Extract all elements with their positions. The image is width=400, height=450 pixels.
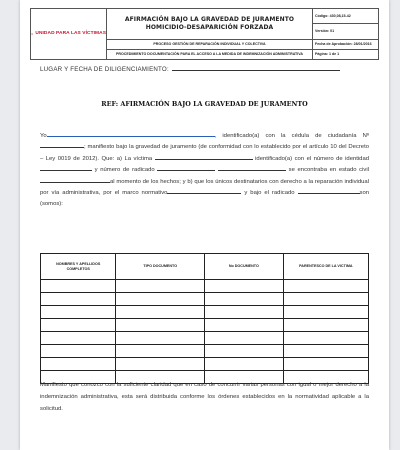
table-cell[interactable]	[41, 358, 116, 371]
filing-number-field[interactable]	[298, 189, 360, 194]
table-cell[interactable]	[283, 345, 368, 358]
table-cell[interactable]	[283, 332, 368, 345]
procedure-name: PROCEDIMIENTO DOCUMENTACIÓN PARA EL ACCESO A LA MEDIDA DE INDEMNIZACIÓN ADMINISTRATIVA	[107, 49, 313, 59]
table-cell[interactable]	[204, 358, 283, 371]
text-segment: Yo	[40, 133, 47, 139]
civil-status-field[interactable]	[40, 178, 110, 183]
process-name: PROCESO GESTIÓN DE REPARACIÓN INDIVIDUAL Y COLECTIVA	[107, 39, 313, 49]
table-cell[interactable]	[204, 293, 283, 306]
colombia-seal-icon	[31, 28, 33, 40]
text-segment: al momento de los hechos;	[110, 178, 181, 185]
page-number: Página: 1 de 1	[313, 49, 379, 59]
table-cell[interactable]	[204, 280, 283, 293]
table-row	[41, 280, 369, 293]
victim-id-field[interactable]	[40, 166, 92, 171]
victim-name-field[interactable]	[155, 155, 253, 160]
declarant-name-field[interactable]	[47, 132, 215, 137]
table-cell[interactable]	[204, 332, 283, 345]
table-cell[interactable]	[41, 280, 116, 293]
document-title: AFIRMACIÓN BAJO LA GRAVEDAD DE JURAMENTO HOMICIDIO-DESAPARICIÓN FORZADA	[107, 9, 313, 40]
table-cell[interactable]	[204, 345, 283, 358]
table-row	[41, 293, 369, 306]
table-cell[interactable]	[204, 319, 283, 332]
document-version: Versión: 01	[313, 24, 379, 39]
table-cell[interactable]	[41, 319, 116, 332]
table-cell[interactable]	[283, 280, 368, 293]
legal-framework-field[interactable]	[167, 189, 241, 194]
table-row	[41, 358, 369, 371]
text-segment: son (somos):	[40, 190, 369, 208]
table-header-row	[41, 254, 369, 280]
logo-cell	[31, 9, 107, 60]
table-cell[interactable]	[41, 293, 116, 306]
table-cell[interactable]	[116, 345, 205, 358]
table-cell[interactable]	[283, 319, 368, 332]
declarant-id-field[interactable]	[40, 143, 84, 148]
table-cell[interactable]	[41, 345, 116, 358]
text-segment: se encontraba en estado civil	[288, 167, 369, 174]
table-cell[interactable]	[116, 332, 205, 345]
table-row	[41, 319, 369, 332]
table-row	[41, 332, 369, 345]
text-segment: y bajo el radicado	[244, 190, 295, 197]
table-cell[interactable]	[116, 280, 205, 293]
table-cell[interactable]	[116, 358, 205, 371]
text-segment: Nº	[362, 133, 370, 139]
table-row	[41, 306, 369, 319]
document-header	[30, 8, 379, 60]
column-header-names: NOMBRES Y APELLIDOS COMPLETOS	[41, 254, 116, 280]
table-cell[interactable]	[116, 306, 205, 319]
closing-paragraph: Manifiesto que conozco con la suficiente claridad que en caso de concurrir varias personas con igual o mejor derecho a la indemnización administrativa, esta será distribuida conforme los órdenes establecidos en la normatividad aplicable a la solicitud.	[40, 382, 369, 412]
column-header-doc-type: TIPO DOCUMENTO	[116, 254, 205, 280]
text-segment: identificado(a) con el número de identidad	[255, 155, 370, 162]
table-cell[interactable]	[116, 293, 205, 306]
table-cell[interactable]	[41, 332, 116, 345]
text-segment: y número de radicado	[94, 167, 155, 174]
approval-date: Fecha de Aprobación: 28/01/2016	[313, 39, 379, 49]
place-date-label: LUGAR Y FECHA DE DILIGENCIAMIENTO:	[40, 66, 169, 73]
text-segment: y b) que los únicos destinatarios con derecho a la reparación individual por vía administrativa, por el marco normativo	[40, 178, 369, 197]
place-date-line	[40, 66, 340, 73]
text-segment: , identificado(a) con la cédula de ciudadanía	[214, 133, 357, 139]
table-cell[interactable]	[116, 319, 205, 332]
reference-title: REF: AFIRMACIÓN BAJO LA GRAVEDAD DE JURAMENTO	[101, 100, 308, 108]
table-cell[interactable]	[204, 306, 283, 319]
table-cell[interactable]	[283, 293, 368, 306]
radicado-field[interactable]	[157, 166, 215, 171]
table-cell[interactable]	[283, 358, 368, 371]
beneficiaries-table	[40, 253, 369, 384]
table-cell[interactable]	[41, 306, 116, 319]
radicado-field-cont[interactable]	[218, 166, 286, 171]
table-cell[interactable]	[283, 306, 368, 319]
document-page	[20, 0, 389, 450]
table-row	[41, 345, 369, 358]
column-header-doc-number: No DOCUMENTO	[204, 254, 283, 280]
place-date-field[interactable]	[172, 66, 340, 71]
text-segment: ; manifiesto bajo la gravedad de juramento (de conformidad con lo establecido por el artículo 10 del Decreto – Ley 0019 de 2012). Que: a) La víctima	[40, 144, 369, 162]
agency-logo-text: UNIDAD PARA LAS VÍCTIMAS	[35, 31, 106, 37]
affirmation-paragraph	[40, 131, 369, 211]
document-code: Código: 430,08,15-42	[313, 9, 379, 24]
column-header-relationship: PARENTESCO DE LA VICTIMA	[283, 254, 368, 280]
